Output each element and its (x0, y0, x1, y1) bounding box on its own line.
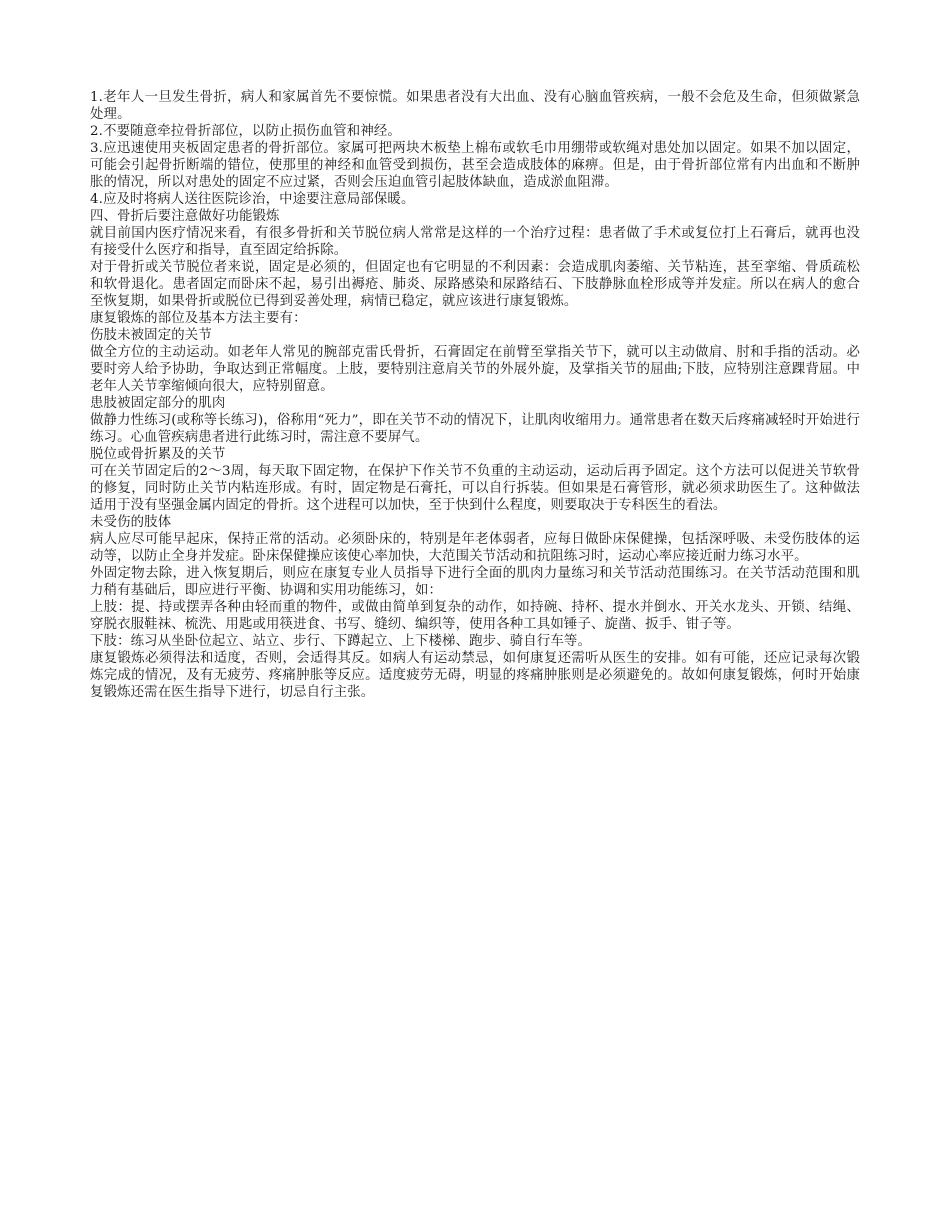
paragraph-current-situation: 就目前国内医疗情况来看，有很多骨折和关节脱位病人常常是这样的一个治疗过程：患者做了手术或复位打上石膏后，就再也没有接受什么医疗和指导，直至固定给拆除。 (90, 226, 860, 258)
subheading-uninjured-limbs: 未受伤的肢体 (90, 515, 172, 530)
paragraph-unfixed-joints: 做全方位的主动运动。如老年人常见的腕部克雷氏骨折，石膏固定在前臂至掌指关节下，就可以主动做肩、肘和手指的活动。必要时旁人给予协助，争取达到正常幅度。上肢，要特别注意肩关节的外展外旋，及掌指关节的屈曲;下肢，应特别注意踝背屈。中老年人关节挛缩倾向很大，应特别留意。 (90, 345, 860, 394)
paragraph-fixation-drawbacks: 对于骨折或关节脱位者来说，固定是必须的，但固定也有它明显的不利因素：会造成肌肉萎缩、关节粘连，甚至挛缩、骨质疏松和软骨退化。患者固定而卧床不起，易引出褥疮、肺炎、尿路感染和尿路结石、下肢静脉血栓形成等并发症。所以在病人的愈合至恢复期，如果骨折或脱位已得到妥善处理，病情已稳定，就应该进行康复锻炼。 (90, 260, 860, 309)
document-body (90, 89, 860, 701)
paragraph-fixed-muscles: 做静力性练习(或称等长练习)，俗称用“死力”，即在关节不动的情况下，让肌肉收缩用力。通常患者在数天后疼痛减轻时开始进行练习。心血管疾病患者进行此练习时，需注意不要屏气。 (90, 413, 860, 445)
paragraph-rehab-caution: 康复锻炼必须得法和适度，否则，会适得其反。如病人有运动禁忌，如何康复还需听从医生的安排。如有可能，还应记录每次锻炼完成的情况，及有无疲劳、疼痛肿胀等反应。适度疲劳无碍，明显的疼痛肿胀则是必须避免的。故如何康复锻炼，何时开始康复锻炼还需在医生指导下进行，切忌自行主张。 (90, 651, 860, 700)
paragraph-rehab-methods-intro: 康复锻炼的部位及基本方法主要有： (90, 311, 307, 326)
paragraph-fracture-first-step: 1.老年人一旦发生骨折，病人和家属首先不要惊慌。如果患者没有大出血、没有心脑血管疾病，一般不会危及生命，但须做紧急处理。 (90, 90, 860, 122)
paragraph-upper-limb-exercises: 上肢：提、持或摆弄各种由轻而重的物件，或做由简单到复杂的动作，如持碗、持杯、提水并倒水、开关水龙头、开锁、结绳、穿脱衣服鞋袜、梳洗、用匙或用筷进食、书写、缝纫、编织等，使用各种工具如锤子、旋凿、扳手、钳子等。 (90, 600, 860, 632)
subheading-fixed-muscles: 患肢被固定部分的肌肉 (90, 396, 226, 411)
paragraph-fracture-step-2: 2.不要随意牵拉骨折部位，以防止损伤血管和神经。 (90, 124, 401, 139)
paragraph-fracture-step-4: 4.应及时将病人送往医院诊治，中途要注意局部保暖。 (90, 192, 415, 207)
paragraph-affected-joints: 可在关节固定后的2～3周，每天取下固定物，在保护下作关节不负重的主动运动，运动后再予固定。这个方法可以促进关节软骨的修复，同时防止关节内粘连形成。有时，固定物是石膏托，可以自行拆装。但如果是石膏管形，就必须求助医生了。这种做法适用于没有坚强金属内固定的骨折。这个进程可以加快，至于快到什么程度，则要取决于专科医生的看法。 (90, 464, 860, 513)
subheading-affected-joints: 脱位或骨折累及的关节 (90, 447, 226, 462)
paragraph-fracture-step-3: 3.应迅速使用夹板固定患者的骨折部位。家属可把两块木板垫上棉布或软毛巾用绷带或软绳对患处加以固定。如果不加以固定，可能会引起骨折断端的错位，使那里的神经和血管受到损伤，甚至会造成肢体的麻痹。但是，由于骨折部位常有内出血和不断肿胀的情况，所以对患处的固定不应过紧，否则会压迫血管引起肢体缺血，造成淤血阻滞。 (90, 141, 860, 190)
section-heading-rehab: 四、骨折后要注意做好功能锻炼 (90, 209, 280, 224)
subheading-unfixed-joints: 伤肢未被固定的关节 (90, 328, 212, 343)
paragraph-lower-limb-exercises: 下肢：练习从坐卧位起立、站立、步行、下蹲起立、上下楼梯、跑步、骑自行车等。 (90, 634, 592, 649)
paragraph-uninjured-limbs: 病人应尽可能早起床，保持正常的活动。必须卧床的，特别是年老体弱者，应每日做卧床保健操，包括深呼吸、未受伤肢体的运动等，以防止全身并发症。卧床保健操应该使心率加快，大范围关节活动和抗阻练习时，运动心率应接近耐力练习水平。 (90, 532, 860, 564)
paragraph-recovery-phase: 外固定物去除，进入恢复期后，则应在康复专业人员指导下进行全面的肌肉力量练习和关节活动范围练习。在关节活动范围和肌力稍有基础后，即应进行平衡、协调和实用功能练习，如： (90, 566, 860, 598)
